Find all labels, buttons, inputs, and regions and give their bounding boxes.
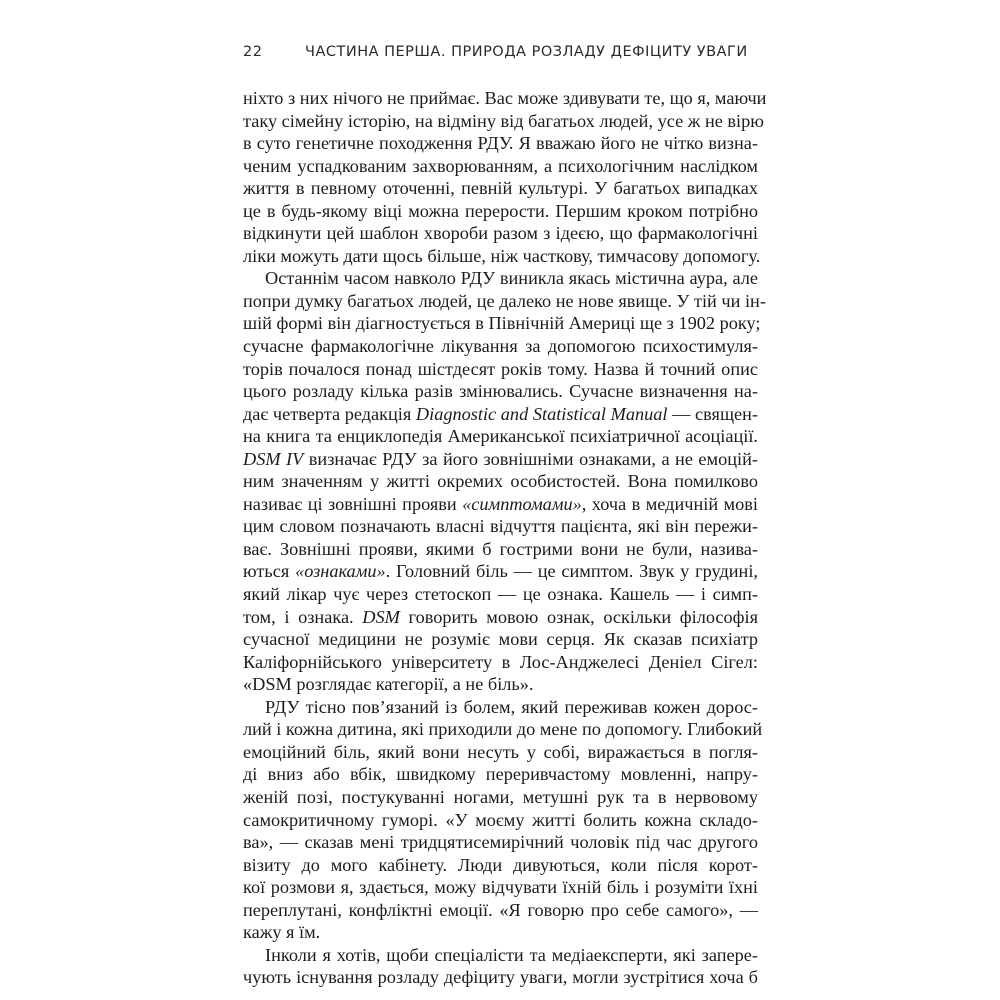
text-line: ває. Зовнішні прояви, якими б гострими вони не були, назива- — [243, 538, 758, 559]
text-line: емоційний біль, який вони несуть у собі, виражається в погля- — [243, 741, 758, 762]
italic-term: «симптомами» — [462, 493, 582, 514]
running-head — [243, 44, 763, 66]
text-line: женій позі, постукуванні ногами, метушні рук та в нервовому — [243, 786, 758, 807]
text-line: відкинути цей шаблон хвороби разом з ідеєю, що фармакологічні — [243, 223, 758, 244]
text-line: торів почалося понад шістдесят років тому. Назва й точний опис — [243, 358, 758, 379]
text-run: визначає РДУ за його зовнішніми ознаками, а не емоцій- — [303, 448, 758, 469]
text-run: ються — [243, 561, 296, 582]
text-line: ді вниз або вбік, швидкому переривчастому мовленні, напру- — [243, 764, 758, 785]
text-line: Останнім часом навколо РДУ виникла якась містична аура, але — [265, 268, 758, 289]
text-line: ніхто з них нічого не приймає. Вас може здивувати те, що я, маючи — [243, 88, 767, 108]
text-line: РДУ тісно пов’язаний із болем, який переживав кожен дорос- — [265, 696, 758, 717]
italic-term: DSM — [362, 606, 400, 627]
text-line: ва», — сказав мені тридцятисемирічний чоловік під час другого — [243, 832, 758, 853]
text-line — [243, 606, 758, 629]
text-line: сучасної медицини не розуміє мови серця. Як сказав психіатр — [243, 629, 758, 650]
chapter-title: ЧАСТИНА ПЕРША. ПРИРОДА РОЗЛАДУ ДЕФІЦИТУ УВАГИ — [305, 44, 748, 60]
text-line: шій формі він діагностується в Північній Америці ще з 1902 року; — [243, 313, 761, 334]
paragraph-3 — [243, 696, 763, 944]
text-line — [243, 448, 758, 471]
text-line: Інколи я хотів, щоби спеціалісти та медіаексперти, які запере- — [265, 944, 758, 965]
paragraph-4 — [243, 944, 758, 989]
text-run: том, і ознака. — [243, 606, 363, 627]
text-run: називає ці зовнішні прояви — [243, 493, 463, 514]
text-line — [243, 493, 758, 516]
text-line: цього розладу кілька разів змінювались. Сучасне визначення на- — [243, 381, 758, 402]
text-line — [243, 560, 758, 583]
text-line: в суто генетичне походження РДУ. Я вважаю його не чітко визна- — [243, 133, 758, 154]
italic-term: DSM IV — [243, 448, 304, 469]
text-line: який лікар чує через стетоскоп — це ознака. Кашель — і симп- — [243, 584, 758, 605]
text-line: кажу я їм. — [243, 922, 321, 943]
text-run: . Головний біль — це симптом. Звук у грудині, — [385, 561, 758, 582]
text-line: життя в певному оточенні, певній культурі. У багатьох випадках — [243, 178, 758, 199]
text-line: чують існування розладу дефіциту уваги, могли зустрітися хоча б — [243, 967, 758, 988]
text-line: Каліфорнійського університету в Лос-Анджелесі Деніел Сігел: — [243, 651, 758, 672]
text-line: це в будь-якому віці можна перерости. Першим кроком потрібно — [243, 200, 758, 221]
text-run: дає четверта редакція — [243, 403, 416, 424]
text-line — [243, 403, 758, 426]
italic-title: Diagnostic and Statistical Manual — [415, 403, 668, 424]
paragraph-1 — [243, 87, 767, 267]
text-line: цим словом позначають власні відчуття пацієнта, які він пережи- — [243, 516, 758, 537]
text-line: кої розмови я, здається, можу відчувати їхній біль і розуміти їхні — [243, 877, 758, 898]
text-line: ченим успадкованим захворюванням, а психологічним наслідком — [243, 155, 758, 176]
text-line: переплутані, конфліктні емоції. «Я говорю про себе самого», — — [243, 899, 758, 920]
text-line: на книга та енциклопедія Американської психіатричної асоціації. — [243, 426, 758, 447]
text-line: попри думку багатьох людей, це далеко не нове явище. У тій чи ін- — [243, 290, 766, 311]
body-text — [243, 87, 767, 989]
text-line: лий і кожна дитина, які приходили до мене по допомогу. Глибокий — [243, 719, 763, 740]
text-run: , хоча в медичній мові — [581, 493, 758, 514]
text-line: «DSM розглядає категорії, а не біль». — [243, 674, 534, 695]
paragraph-2 — [243, 267, 766, 695]
page-number: 22 — [243, 44, 263, 60]
text-line: ним значенням у житті окремих особистостей. Вона помилково — [243, 471, 758, 492]
text-line: сучасне фармакологічне лікування за допомогою психостимуля- — [243, 336, 758, 357]
text-run: — священ- — [667, 403, 759, 424]
text-line: візиту до мого кабінету. Люди дивуються, коли після корот- — [243, 854, 758, 875]
text-run: говорить мовою ознак, оскільки філософія — [399, 606, 758, 627]
text-line: таку сімейну історію, на відміну від багатьох людей, усе ж не вірю — [243, 110, 764, 131]
text-line: ліки можуть дати щось більше, ніж часткову, тимчасову допомогу. — [243, 245, 761, 266]
italic-term: «ознаками» — [295, 561, 386, 582]
text-line: самокритичному гуморі. «У моєму житті болить кожна складо- — [243, 809, 758, 830]
